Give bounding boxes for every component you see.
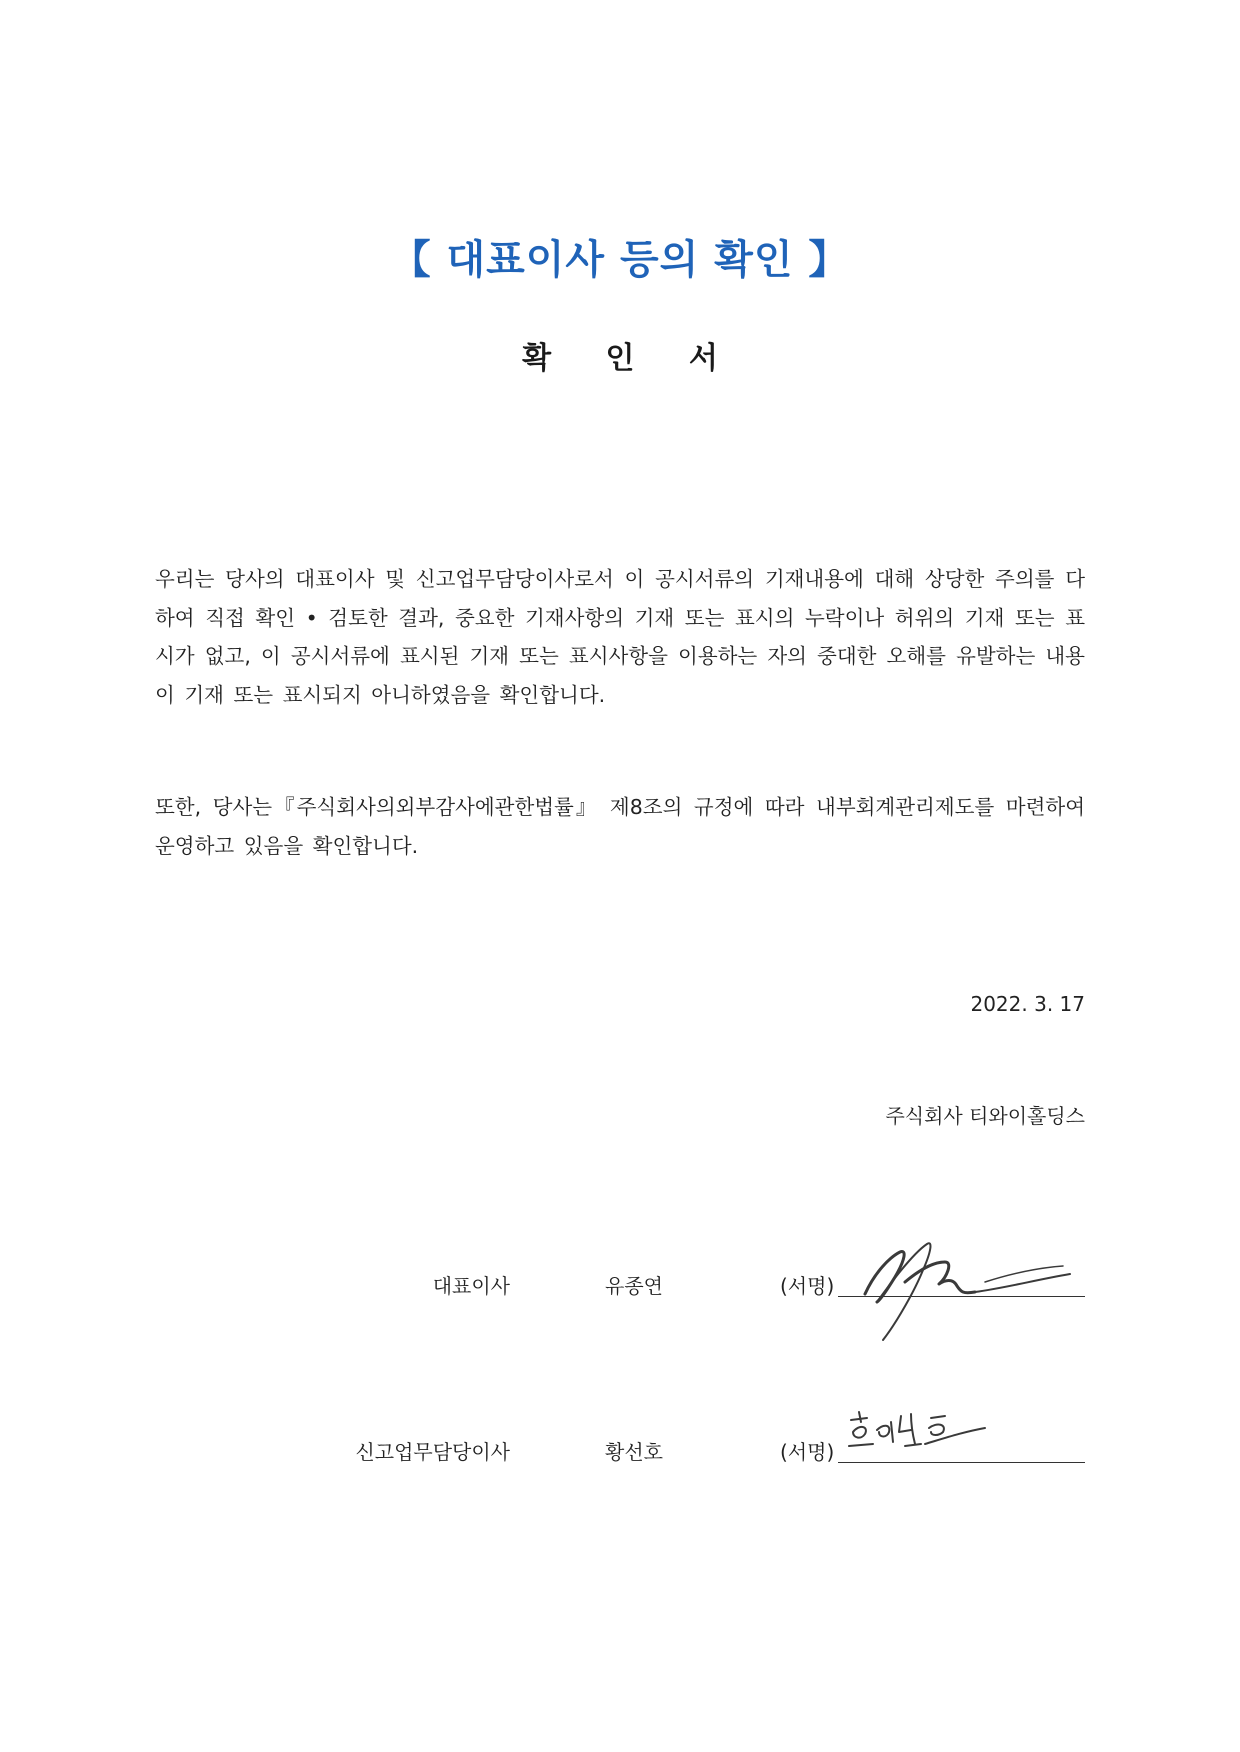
signatory-title: 신고업무담당이사 (355, 1440, 510, 1464)
company-name: 주식회사 티와이홀딩스 (885, 1104, 1085, 1128)
signature-label: (서명) (780, 1440, 835, 1464)
internal-control-paragraph: 또한, 당사는『주식회사의외부감사에관한법률』 제8조의 규정에 따라 내부회계관리제도를 마련하여 운영하고 있음을 확인합니다. (155, 795, 1085, 858)
signature-label: (서명) (780, 1274, 835, 1298)
document-subtitle: 확 인 서 (522, 341, 740, 376)
handwritten-signature (835, 1222, 1095, 1342)
signature-line (838, 1462, 1085, 1463)
signatory-title: 대표이사 (432, 1274, 510, 1298)
document-date: 2022. 3. 17 (970, 992, 1085, 1016)
handwritten-signature (845, 1402, 995, 1462)
document-heading: 【 대표이사 등의 확인 】 (390, 237, 850, 283)
signatory-name: 황선호 (605, 1440, 663, 1464)
signatory-row-ceo (0, 1262, 1240, 1322)
confirmation-paragraph: 우리는 당사의 대표이사 및 신고업무담당이사로서 이 공시서류의 기재내용에 대해 상당한 주의를 다하여 직접 확인 • 검토한 결과, 중요한 기재사항의 기재 또는 표시의 누락이나 허위의 기재 또는 표시가 없고, 이 공시서류에 표시된 기재 또는 표시사항을 이용하는 자의 중대한 오해를 유발하는 내용이 기재 또는 표시되지 아니하였음을 확인합니다. (155, 567, 1085, 707)
signatory-row-reporting-director (0, 1428, 1240, 1488)
signatory-name: 유종연 (605, 1274, 663, 1298)
